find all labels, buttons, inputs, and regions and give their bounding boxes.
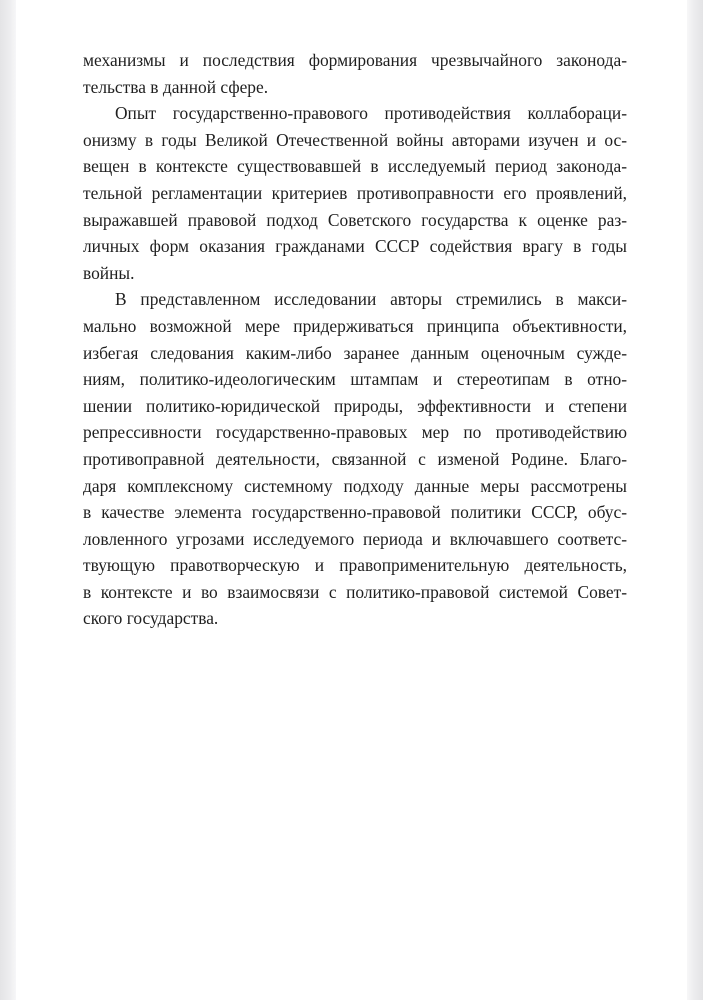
text-line: противоправной деятельности, связанной с изменой Родине. Благо- [83, 448, 627, 469]
text-line: ниям, политико-идеологическим штампам и стереотипам в отно- [83, 369, 627, 390]
text-line: войны. [83, 262, 135, 283]
text-line: избегая следования каким-либо заранее данным оценочным сужде- [83, 342, 627, 363]
text-line: Опыт государственно-правового противодействия коллабораци- [115, 103, 627, 124]
document-page [16, 0, 687, 1000]
text-line: ловленного угрозами исследуемого периода и включавшего соответс- [83, 528, 627, 549]
text-line: В представленном исследовании авторы стремились в макси- [115, 289, 627, 310]
text-line: мально возможной мере придерживаться принципа объективности, [83, 315, 627, 336]
page-edge-left [0, 0, 16, 1000]
text-line: механизмы и последствия формирования чрезвычайного законода- [83, 50, 627, 70]
text-line: в контексте и во взаимосвязи с политико-правовой системой Совет- [83, 581, 627, 602]
text-line: твующую правотворческую и правоприменительную деятельность, [83, 555, 627, 576]
paragraph-1 [83, 47, 627, 100]
text-line: тельства в данной сфере. [83, 76, 269, 97]
page-edge-right [687, 0, 703, 1000]
text-line: шении политико-юридической природы, эффективности и степени [83, 395, 627, 416]
text-line: даря комплексному системному подходу данные меры рассмотрены [83, 475, 627, 496]
text-line: ского государства. [83, 608, 219, 629]
text-line: тельной регламентации критериев противоправности его проявлений, [83, 182, 627, 203]
paragraph-3 [83, 286, 627, 632]
text-line: в качестве элемента государственно-правовой политики СССР, обус- [83, 502, 627, 523]
text-line: личных форм оказания гражданами СССР содействия врагу в годы [83, 236, 627, 257]
body-text [83, 47, 627, 632]
text-line: вещен в контексте существовавшей в исследуемый период законода- [83, 156, 627, 177]
text-line: репрессивности государственно-правовых мер по противодействию [83, 422, 627, 443]
text-line: выражавшей правовой подход Советского государства к оценке раз- [83, 209, 627, 230]
text-line: онизму в годы Великой Отечественной войны авторами изучен и ос- [83, 129, 627, 150]
paragraph-2 [83, 100, 627, 286]
